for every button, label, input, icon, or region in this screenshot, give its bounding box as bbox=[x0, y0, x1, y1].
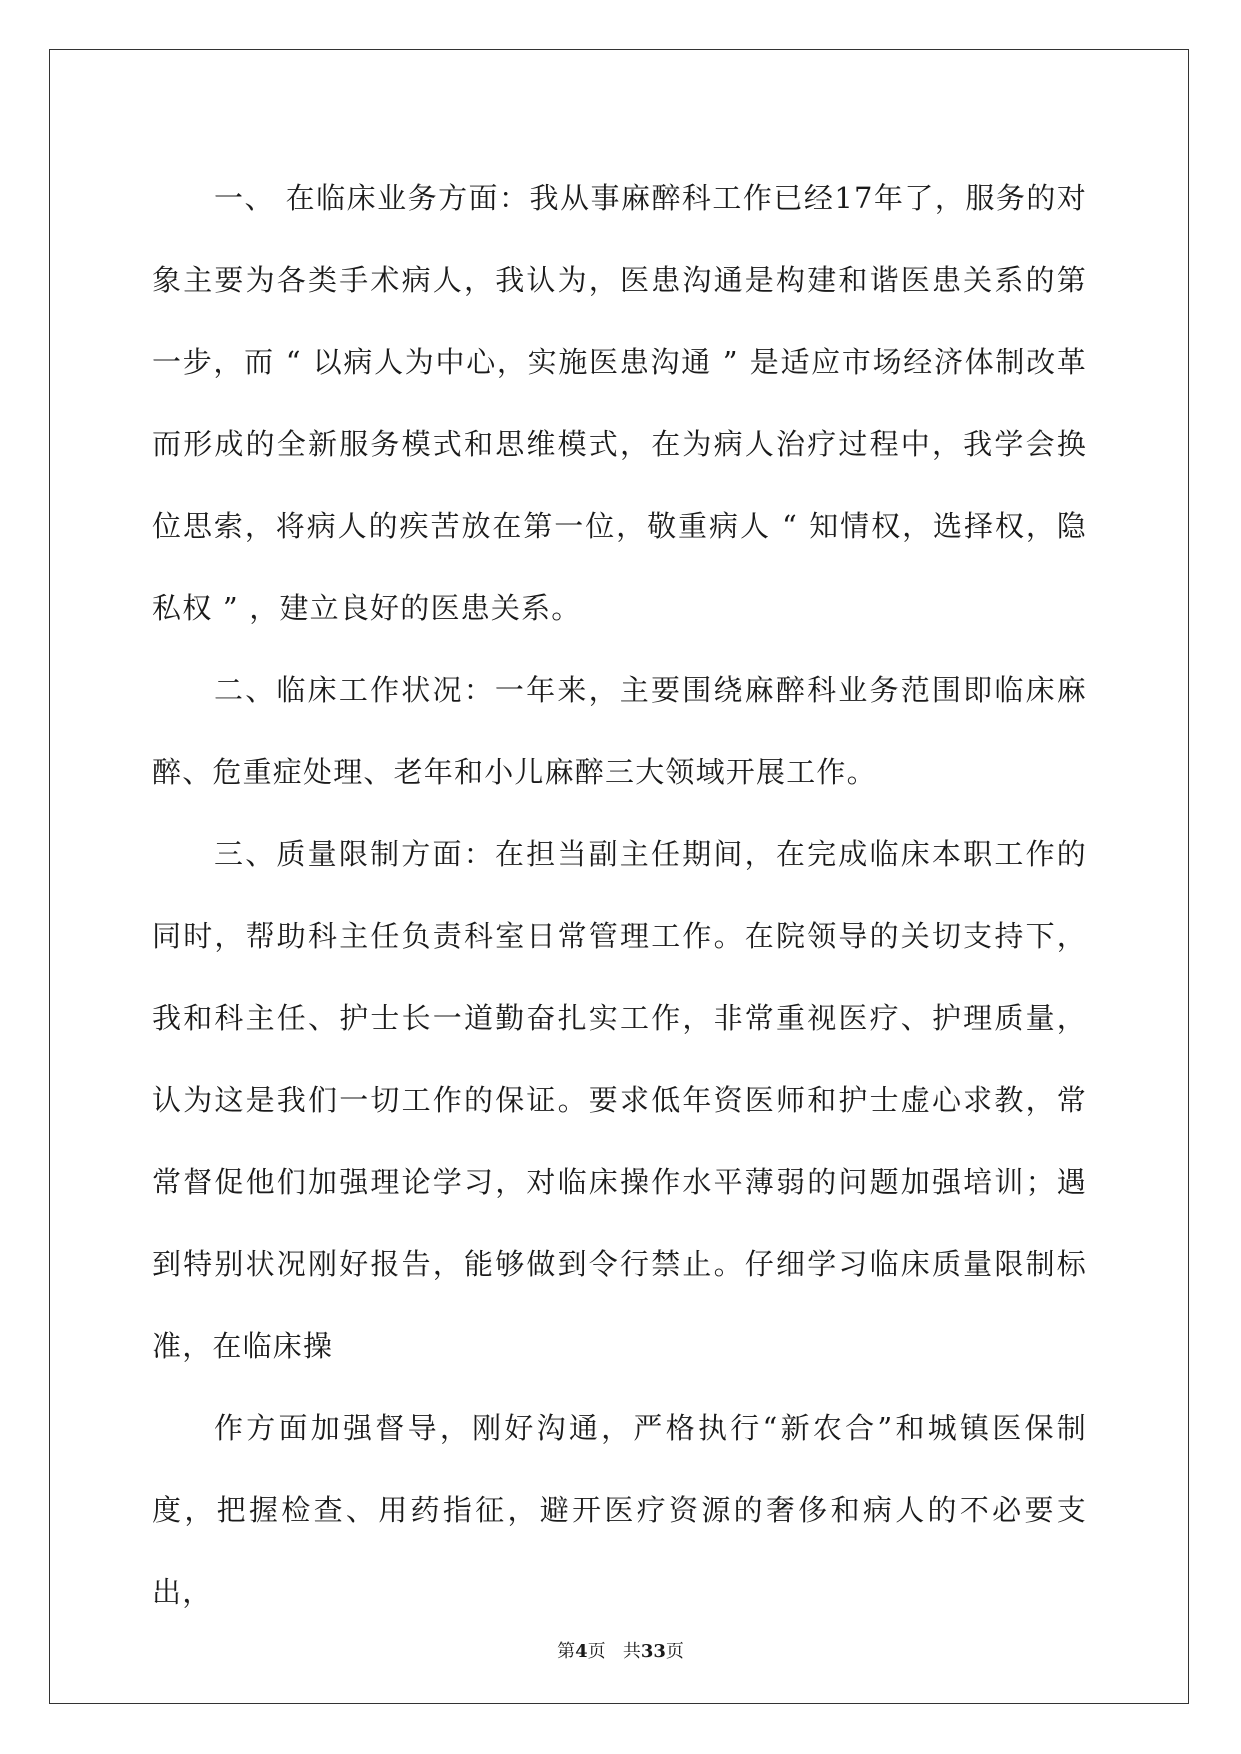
paragraph-clinical-work-status: 二、临床工作状况：一年来，主要围绕麻醉科业务范围即临床麻醉、危重症处理、老年和小儿麻醉三大领域开展工作。 bbox=[152, 673, 1087, 789]
footer-total-suffix: 页 bbox=[665, 1641, 684, 1662]
total-page-count: 33 bbox=[640, 1641, 666, 1662]
paragraph-quality-control-continued: 作方面加强督导，刚好沟通，严格执行“新农合”和城镇医保制度，把握检查、用药指征，避开医疗资源的奢侈和病人的不必要支出， bbox=[152, 1411, 1087, 1609]
footer-page-suffix: 页 bbox=[587, 1641, 606, 1662]
paragraph-clinical-business: 一、 在临床业务方面：我从事麻醉科工作已经17年了，服务的对象主要为各类手术病人，我认为，医患沟通是构建和谐医患关系的第一步，而 “ 以病人为中心，实施医患沟通 ” 是适应市场经济体制改革而形成的全新服务模式和思维模式，在为病人治疗过程中，我学会换位思索，将病人的疾苦放在第一位，敬重病人 “ 知情权，选择权，隐私权 ” ，建立良好的医患关系。 bbox=[152, 181, 1087, 625]
current-page-number: 4 bbox=[575, 1641, 588, 1662]
footer-prefix: 第 bbox=[557, 1641, 576, 1662]
footer-total-prefix: 共 bbox=[622, 1641, 641, 1662]
document-body bbox=[152, 157, 1087, 1633]
paragraph-quality-control: 三、质量限制方面：在担当副主任期间，在完成临床本职工作的同时，帮助科主任负责科室日常管理工作。在院领导的关切支持下，我和科主任、护士长一道勤奋扎实工作，非常重视医疗、护理质量，认为这是我们一切工作的保证。要求低年资医师和护士虚心求教，常常督促他们加强理论学习，对临床操作水平薄弱的问题加强培训；遇到特别状况刚好报告，能够做到令行禁止。仔细学习临床质量限制标准，在临床操 bbox=[152, 837, 1087, 1363]
page-footer bbox=[0, 1637, 1241, 1663]
